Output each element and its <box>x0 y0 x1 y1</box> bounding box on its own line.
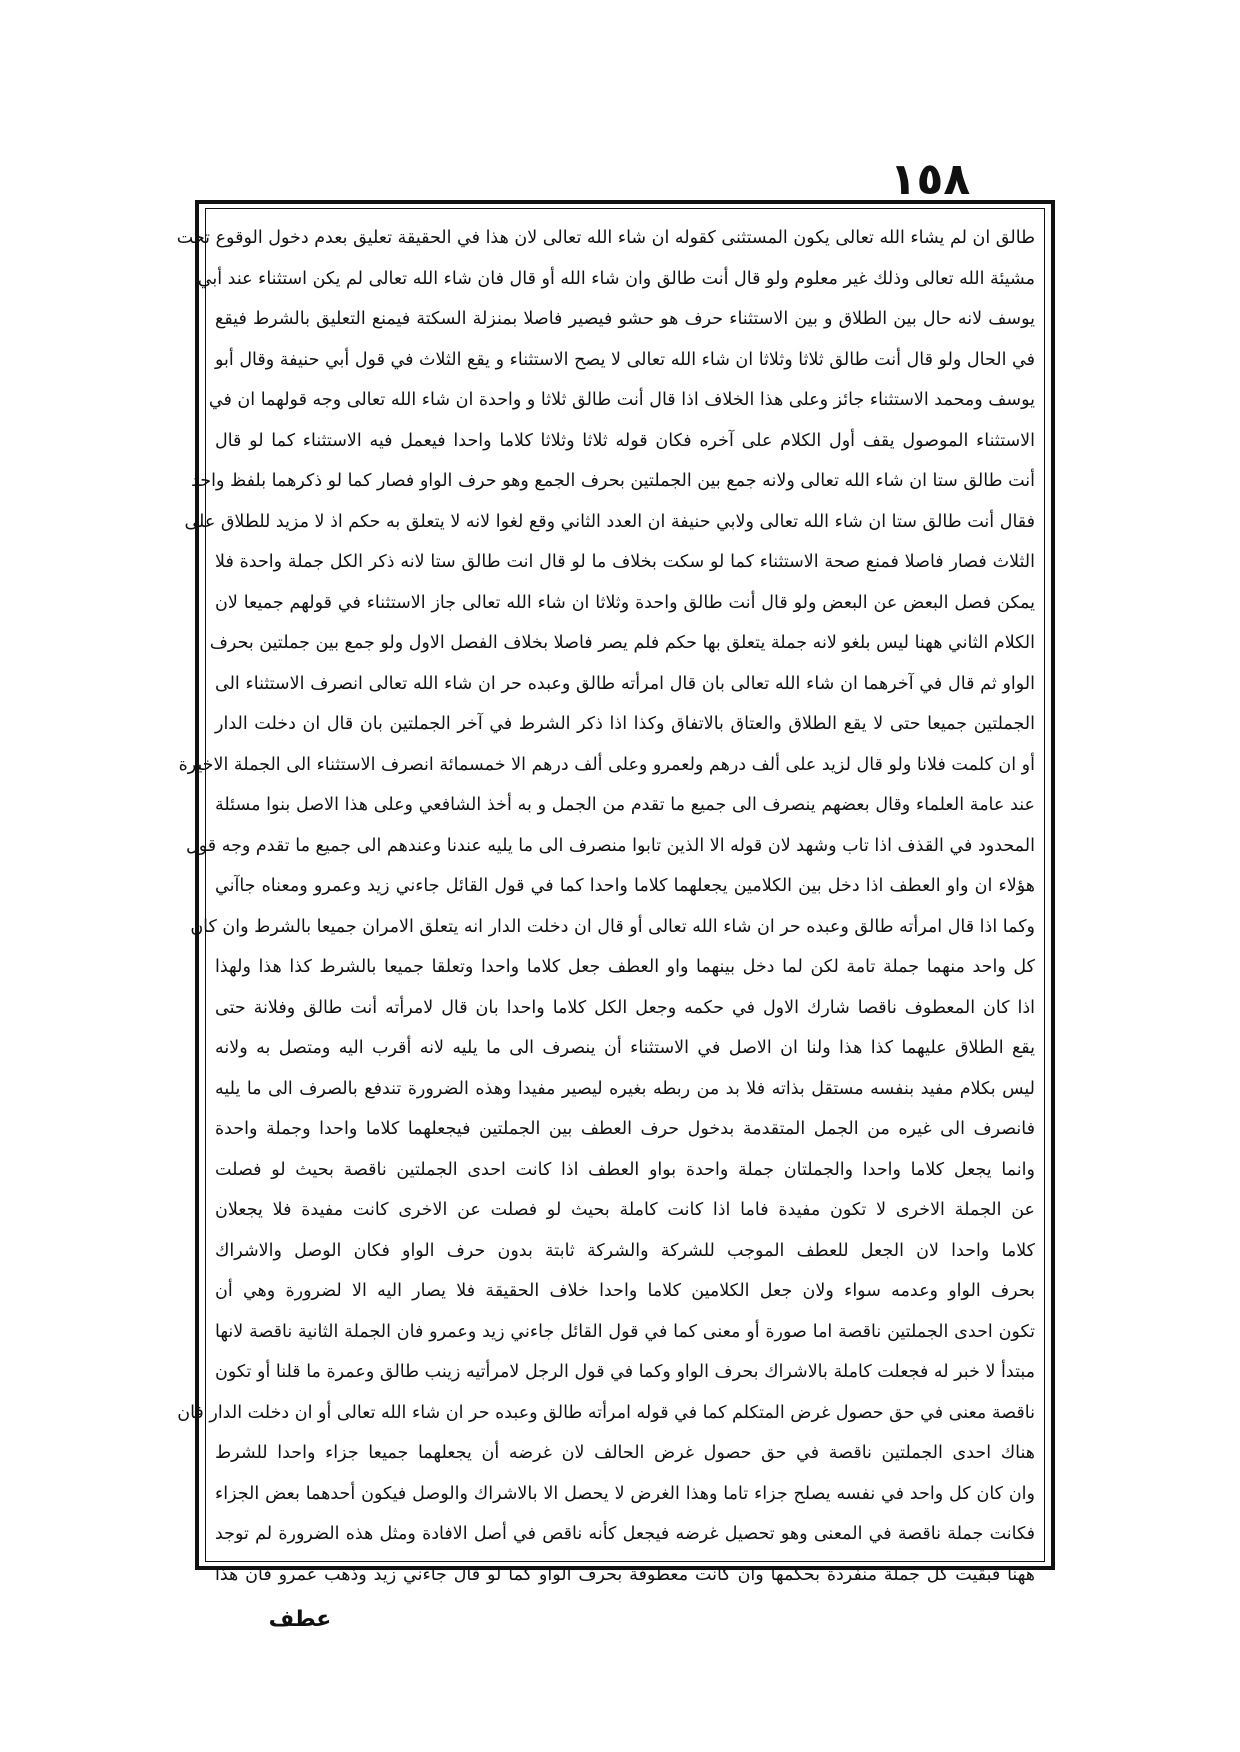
text-line: كل واحد منهما جملة تامة لكن لما دخل بينهما واو العطف جعل كلاما واحدا وتعلقا جميعا بالشرط كذا هذا ولهذا <box>215 957 1035 977</box>
text-line: في الحال ولو قال أنت طالق ثلاثا وثلاثا ان شاء الله تعالى لا يصح الاستثناء و يقع الثلاث في قول أبي حنيفة وقال أبو <box>215 349 1035 370</box>
text-line: هناك احدى الجملتين ناقصة في حق حصول غرض الحالف لان غرضه أن يجعلهما جميعا جزاء واحدا للشرط <box>215 1443 1035 1463</box>
text-line: تكون احدى الجملتين ناقصة اما صورة أو معنى كما في قول القائل جاءني زيد وعمرو فان الجملة الثانية ناقصة لانها <box>215 1321 1035 1342</box>
text-line: عند عامة العلماء وقال بعضهم ينصرف الى جميع ما تقدم من الجمل و به أخذ الشافعي وعلى هذا الاصل بنوا مسئلة <box>215 795 1035 815</box>
body-text <box>176 218 1035 1585</box>
text-line: وان كان كل واحد في نفسه يصلح جزاء تاما وهذا الغرض لا يحصل الا بالاشراك والوصل فيكون أحدهما بعض الجزاء <box>215 1483 1035 1504</box>
text-line: ليس بكلام مفيد بنفسه مستقل بذاته فلا بد من ربطه بغيره ليصير مفيدا وهذه الضرورة تندفع بالصرف الى ما يليه <box>215 1078 1035 1099</box>
text-line: وانما يجعل كلاما واحدا والجملتان جملة واحدة بواو العطف اذا كانت احدى الجملتين ناقصة بحيث لو فصلت <box>215 1159 1035 1180</box>
text-line: عن الجملة الاخرى لا تكون مفيدة فاما اذا كانت كاملة بحيث لو فصلت عن الاخرى كانت مفيدة فلا يجعلان <box>215 1200 1035 1220</box>
text-line: يقع الطلاق عليهما كذا هذا ولنا ان الاصل في الاستثناء أن ينصرف الى ما يليه لانه أقرب اليه ومتصل به ولانه <box>215 1038 1035 1058</box>
text-line: طالق ان لم يشاء الله تعالى يكون المستثنى كقوله ان شاء الله تعالى لان هذا في الحقيقة تعليق بعدم دخول الوقوع تحت <box>176 228 1035 248</box>
text-line: أو ان كلمت فلانا ولو قال لزيد على ألف درهم ولعمرو وعلى ألف درهم الا خمسمائة انصرف الاستثناء الى الجملة الاخيرة <box>178 754 1035 775</box>
text-line: الكلام الثاني ههنا ليس بلغو لانه جملة يتعلق بها حكم فلم يصر فاصلا بخلاف الفصل الاول ولو جمع بين جملتين بحرف <box>209 633 1035 653</box>
text-line: فانصرف الى غيره من الجمل المتقدمة بدخول حرف العطف بين الجملتين فيجعلهما كلاما واحدا وجملة واحدة <box>215 1119 1035 1139</box>
text-line: ناقصة معنى في حق حصول غرض المتكلم كما في قوله امرأته طالق وعبده حر ان شاء الله تعالى أو ان دخلت الدار فان <box>177 1402 1035 1423</box>
text-line: مبتدأ لا خبر له فجعلت كاملة بالاشراك بحرف الواو وكما في قول الرجل لامرأتيه زينب طالق وعمرة ما قلنا أو تكون <box>215 1362 1035 1382</box>
text-line: يوسف لانه حال بين الطلاق و بين الاستثناء حرف هو حشو فيصير فاصلا بمنزلة السكتة فيمنع التعليق بالشرط فيقع <box>215 309 1035 329</box>
text-line: الاستثناء الموصول يقف أول الكلام على آخره فكان قوله ثلاثا وثلاثا كلاما واحدا فيعمل فيه الاستثناء كما لو قال <box>215 430 1035 451</box>
text-line: فكانت جملة ناقصة في المعنى وهو تحصيل غرضه فيجعل كأنه ناقص في أصل الافادة ومثل هذه الضرورة لم توجد <box>215 1524 1035 1544</box>
text-line: يمكن فصل البعض عن البعض ولو قال أنت طالق واحدة وثلاثا ان شاء الله تعالى جاز الاستثناء في قولهم جميعا لان <box>215 592 1035 613</box>
catchword: عطف <box>268 1607 332 1632</box>
text-line: أنت طالق ستا ان شاء الله تعالى ولانه جمع بين الجملتين بحرف الجمع وهو حرف الواو فصار كما لو ذكرهما بلفظ واحد <box>191 471 1035 491</box>
text-line: اذا كان المعطوف ناقصا شارك الاول في حكمه وجعل الكل كلاما واحدا بان قال لامرأته أنت طالق وفلانة حتى <box>215 997 1035 1018</box>
page-number: ١٥٨ <box>889 154 971 205</box>
text-line: المحدود في القذف اذا تاب وشهد لان قوله الا الذين تابوا منصرف الى ما يليه عندنا وعندهم الى جميع ما تقدم وجه قول <box>186 835 1035 856</box>
text-line: يوسف ومحمد الاستثناء جائز وعلى هذا الخلاف اذا قال أنت طالق ثلاثا و واحدة ان شاء الله تعالى وجه قولهما ان في <box>208 390 1035 410</box>
text-line: هؤلاء ان واو العطف اذا دخل بين الكلامين يجعلهما كلاما واحدا كما في قول القائل جاءني زيد وعمرو ومعناه جاآني <box>215 876 1035 896</box>
text-line: كلاما واحدا لان الجعل للعطف الموجب للشركة والشركة ثابتة بدون حرف الواو فكان الوصل والاشراك <box>215 1240 1035 1261</box>
text-line: الثلاث فصار فاصلا فمنع صحة الاستثناء كما لو سكت بخلاف ما لو قال انت طالق ستا لانه ذكر الكل جملة واحدة فلا <box>215 552 1035 572</box>
text-line: الجملتين جميعا حتى لا يقع الطلاق والعتاق بالاتفاق وكذا اذا ذكر الشرط في آخر الجملتين بان قال ان دخلت الدار <box>215 714 1035 734</box>
text-line: بحرف الواو وعدمه سواء ولان جعل الكلامين كلاما واحدا خلاف الحقيقة فلا يصار اليه الا لضرورة وهي أن <box>215 1281 1035 1301</box>
text-line: مشيئة الله تعالى وذلك غير معلوم ولو قال أنت طالق وان شاء الله أو قال فان شاء الله تعالى لم يكن استثناء عند أبي <box>197 268 1035 289</box>
text-line: وكما اذا قال امرأته طالق وعبده حر ان شاء الله تعالى أو قال ان دخلت الدار انه يتعلق الامران جميعا بالشرط وان كان <box>190 916 1035 937</box>
text-line: الواو ثم قال في آخرهما ان شاء الله تعالى بان قال امرأته طالق وعبده حر ان شاء الله تعالى انصرف الاستثناء الى <box>215 673 1035 694</box>
text-line: فقال أنت طالق ستا ان شاء الله تعالى ولابي حنيفة ان العدد الثاني وقع لغوا لانه لا يتعلق به حكم اذ لا مزيد للطلاق على <box>184 511 1035 532</box>
text-line: ههنا فبقيت كل جملة منفردة بحكمها وان كانت معطوفة بحرف الواو كما لو قال جاءني زيد وذهب عمرو فان هذا <box>215 1564 1035 1585</box>
